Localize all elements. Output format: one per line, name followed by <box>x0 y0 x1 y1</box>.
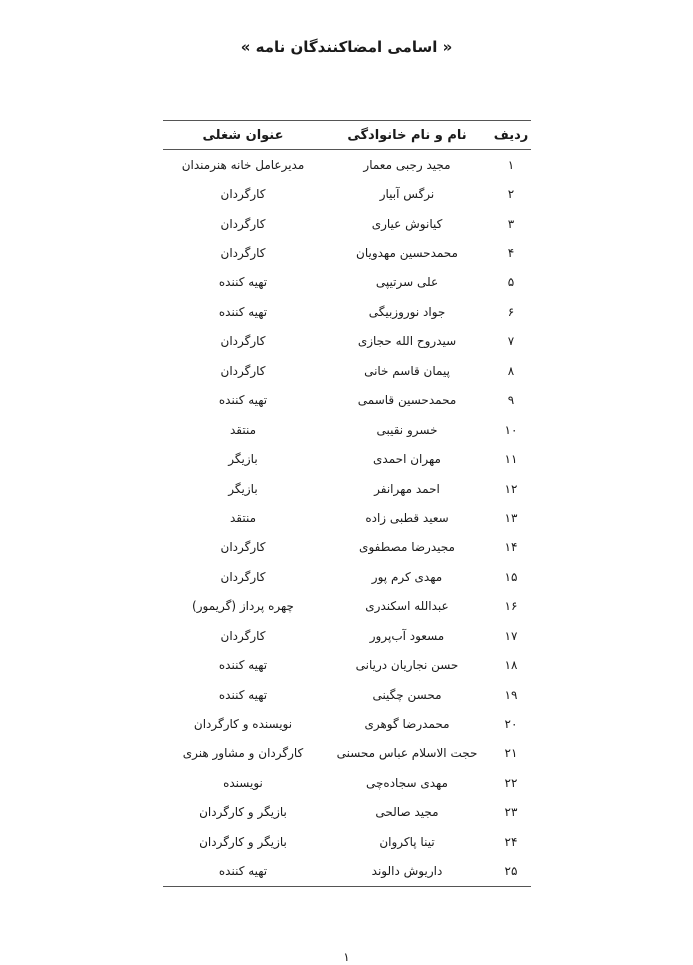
row-number: ۶ <box>507 304 515 319</box>
job-title: بازیگر <box>228 452 258 467</box>
full-name: سیدروح الله حجازی <box>357 334 457 349</box>
row-number: ۱ <box>507 157 515 172</box>
page-number: ۱ <box>343 950 350 964</box>
row-number: ۱۳ <box>504 510 518 525</box>
table-row <box>163 650 531 679</box>
table-row <box>163 327 531 356</box>
full-name: محسن چگینی <box>372 687 442 702</box>
table-row <box>163 150 531 180</box>
job-title: کارگردان <box>220 334 266 349</box>
table-row <box>163 709 531 738</box>
row-number: ۷ <box>507 334 515 349</box>
table-row <box>163 415 531 444</box>
job-title: منتقد <box>229 510 257 525</box>
job-title: نویسنده <box>223 775 263 790</box>
table-row <box>163 209 531 238</box>
row-number: ۱۶ <box>504 599 518 614</box>
table-header-row <box>163 121 531 150</box>
row-number: ۴ <box>507 246 515 261</box>
job-title: کارگردان <box>220 363 266 378</box>
job-title: تهیه کننده <box>218 658 268 673</box>
table-row <box>163 798 531 827</box>
table-row <box>163 739 531 768</box>
full-name: نرگس آبیار <box>379 187 435 202</box>
full-name: مسعود آب‌پرور <box>369 628 445 643</box>
table-row <box>163 533 531 562</box>
job-title: منتقد <box>229 422 257 437</box>
row-number: ۱۹ <box>504 687 518 702</box>
header-row-number: ردیف <box>491 121 531 150</box>
row-number: ۱۷ <box>504 628 518 643</box>
table-row <box>163 356 531 385</box>
job-title: تهیه کننده <box>163 857 323 887</box>
table-row <box>163 474 531 503</box>
row-number: ۱۱ <box>504 452 518 467</box>
table-row <box>163 386 531 415</box>
full-name: علی سرتیپی <box>375 275 439 290</box>
job-title: کارگردان <box>220 628 266 643</box>
full-name: مهران احمدی <box>373 452 441 467</box>
job-title: کارگردان <box>220 246 266 261</box>
row-number: ۱۸ <box>504 658 518 673</box>
job-title: کارگردان <box>220 540 266 555</box>
job-title: تهیه کننده <box>218 304 268 319</box>
table-row <box>163 503 531 532</box>
full-name: حجت الاسلام عباس محسنی <box>336 746 478 761</box>
table-row <box>163 297 531 326</box>
row-number: ۲۲ <box>504 775 518 790</box>
full-name: مهدی کرم پور <box>371 569 443 584</box>
full-name: عبدالله اسکندری <box>365 599 449 614</box>
job-title: چهره پرداز (گریمور) <box>192 599 294 614</box>
table-body <box>163 150 531 887</box>
full-name: سعید قطبی زاده <box>365 510 449 525</box>
job-title: نویسنده و کارگردان <box>193 717 293 732</box>
job-title: تهیه کننده <box>218 687 268 702</box>
job-title: کارگردان <box>220 216 266 231</box>
full-name: پیمان قاسم خانی <box>364 363 450 378</box>
signatories-table <box>163 120 531 887</box>
table-row <box>163 827 531 856</box>
table-row <box>163 238 531 267</box>
job-title: بازیگر و کارگردان <box>199 805 287 820</box>
job-title: تهیه کننده <box>218 393 268 408</box>
row-number: ۲ <box>507 187 515 202</box>
full-name: مجیدرضا مصطفوی <box>359 540 455 555</box>
row-number: ۸ <box>507 363 515 378</box>
table-row <box>163 268 531 297</box>
table-row <box>163 680 531 709</box>
table-row <box>163 621 531 650</box>
table-row <box>163 444 531 473</box>
row-number: ۱۴ <box>504 540 518 555</box>
row-number: ۱۰ <box>504 422 518 437</box>
header-full-name: نام و نام خانوادگی <box>323 121 491 150</box>
job-title: بازیگر و کارگردان <box>199 834 287 849</box>
job-title: مدیرعامل خانه هنرمندان <box>181 157 305 172</box>
full-name: مهدی سجاده‌چی <box>366 775 448 790</box>
table-row <box>163 768 531 797</box>
full-name: محمدرضا گوهری <box>364 717 450 732</box>
page-title: « اسامی امضاکنندگان نامه » <box>240 38 453 56</box>
row-number: ۹ <box>507 393 515 408</box>
full-name: مجید رجبی معمار <box>363 157 451 172</box>
full-name: تینا پاکروان <box>379 834 435 849</box>
full-name: احمد مهرانفر <box>374 481 440 496</box>
row-number: ۱۵ <box>504 569 518 584</box>
job-title: بازیگر <box>228 481 258 496</box>
row-number: ۵ <box>507 275 515 290</box>
job-title: کارگردان <box>220 569 266 584</box>
table-row <box>163 562 531 591</box>
job-title: تهیه کننده <box>218 275 268 290</box>
row-number: ۳ <box>507 216 515 231</box>
full-name: کیانوش عیاری <box>371 216 443 231</box>
row-number: ۲۰ <box>504 717 518 732</box>
full-name: جواد نوروزبیگی <box>368 304 446 319</box>
full-name: محمدحسین مهدویان <box>356 246 458 261</box>
table-row <box>163 592 531 621</box>
row-number: ۲۱ <box>504 746 518 761</box>
job-title: کارگردان و مشاور هنری <box>182 746 304 761</box>
full-name: مجید صالحی <box>375 805 439 820</box>
row-number: ۲۳ <box>504 805 518 820</box>
full-name: محمدحسین قاسمی <box>357 393 457 408</box>
job-title: کارگردان <box>220 187 266 202</box>
row-number: ۲۴ <box>504 834 518 849</box>
row-number: ۱۲ <box>504 481 518 496</box>
table-row <box>163 179 531 208</box>
row-number: ۲۵ <box>491 857 531 887</box>
full-name: حسن نجاریان دریانی <box>355 658 459 673</box>
header-job-title: عنوان شغلی <box>163 121 323 150</box>
full-name: خسرو نقیبی <box>376 422 438 437</box>
table-row <box>163 857 531 887</box>
full-name: داریوش دالوند <box>323 857 491 887</box>
